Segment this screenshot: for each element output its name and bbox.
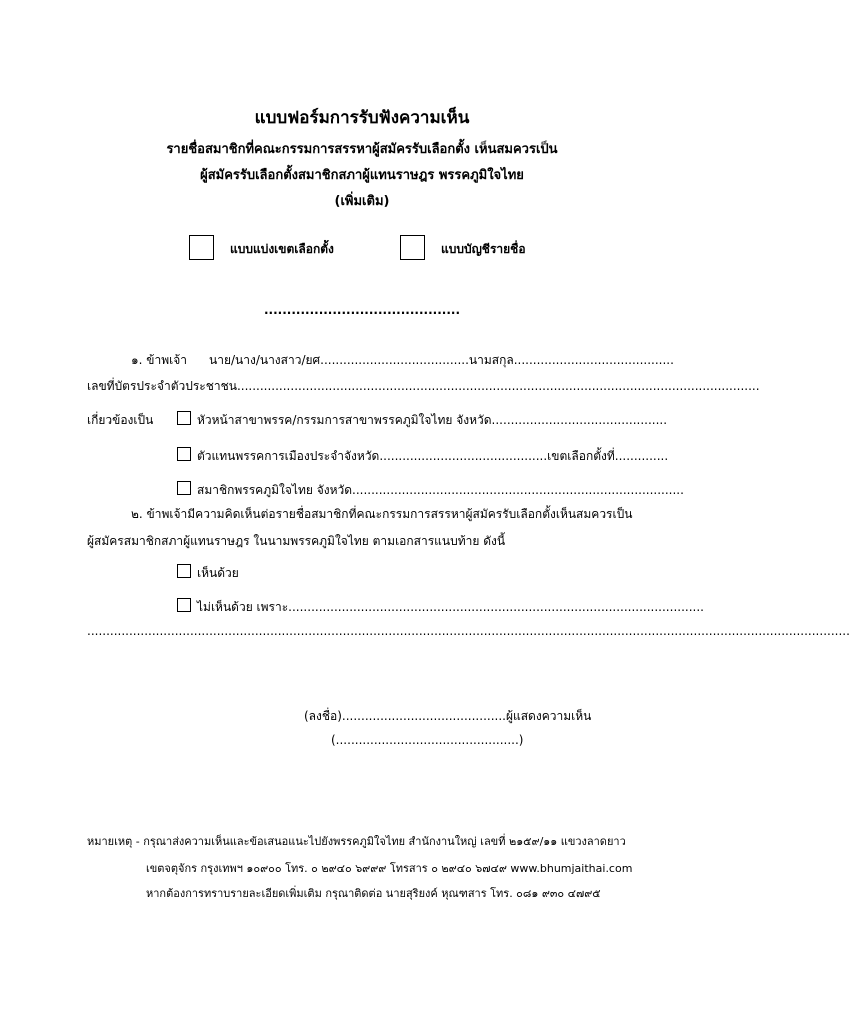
signature-field[interactable]: (ลงชื่อ)...........................................ผู้แสดงความเห็น — [304, 709, 592, 723]
form-title: แบบฟอร์มการรับฟังความเห็น — [254, 108, 470, 128]
section2-line-2: ผู้สมัครสมาชิกสภาผู้แทนราษฎร ในนามพรรคภูมิใจไทย ตามเอกสารแนบท้าย ดังนี้ — [87, 534, 506, 548]
party-list-type-checkbox[interactable] — [400, 235, 425, 260]
related-as-label: เกี่ยวข้องเป็น — [87, 413, 154, 427]
footnote-line-2: เขตจตุจักร กรุงเทพฯ ๑๐๙๐๐ โทร. ๐ ๒๙๔๐ ๖๙๙๙ โทรสาร ๐ ๒๙๔๐ ๖๗๔๙ www.bhumjaithai.com — [146, 862, 633, 875]
disagree-checkbox[interactable] — [177, 598, 191, 612]
party-member-label: สมาชิกพรรคภูมิใจไทย จังหวัด....................................................................................... — [197, 483, 684, 497]
agree-label: เห็นด้วย — [197, 566, 239, 580]
name-placeholder-separator: ........................................... — [263, 303, 461, 317]
footnote-line-1: หมายเหตุ - กรุณาส่งความเห็นและข้อเสนอแนะไปยังพรรคภูมิใจไทย สำนักงานใหญ่ เลขที่ ๒๑๕๙/๑๑ แขวงลาดยาว — [87, 835, 626, 848]
province-representative-label: ตัวแทนพรรคการเมืองประจำจังหวัด............................................เขตเลือกตั้งที่.............. — [197, 449, 669, 463]
footnote-line-3: หากต้องการทราบรายละเอียดเพิ่มเติม กรุณาติดต่อ นายสุริยงค์ หุณฑสาร โทร. ๐๘๑ ๙๓๐ ๔๗๙๕ — [146, 887, 601, 900]
id-card-field[interactable]: เลขที่บัตรประจำตัวประชาชน......................................................................................................................................... — [87, 379, 760, 393]
section1-number: ๑. ข้าพเจ้า — [131, 353, 187, 367]
party-list-type-label: แบบบัญชีรายชื่อ — [441, 242, 526, 256]
agree-checkbox[interactable] — [177, 564, 191, 578]
printed-name-field[interactable]: (................................................) — [331, 733, 524, 747]
name-field[interactable]: นาย/นาง/นางสาว/ยศ.......................................นามสกุล.......................................... — [209, 353, 674, 367]
constituency-type-checkbox[interactable] — [189, 235, 214, 260]
branch-head-checkbox[interactable] — [177, 411, 191, 425]
subtitle-line-1: รายชื่อสมาชิกที่คณะกรรมการสรรหาผู้สมัครรับเลือกตั้ง เห็นสมควรเป็น — [166, 142, 558, 157]
province-representative-checkbox[interactable] — [177, 447, 191, 461]
disagree-reason-field[interactable]: ไม่เห็นด้วย เพราะ............................................................................................................. — [197, 600, 704, 614]
party-member-checkbox[interactable] — [177, 481, 191, 495]
branch-head-label: หัวหน้าสาขาพรรค/กรรมการสาขาพรรคภูมิใจไทย จังหวัด.............................................. — [197, 413, 668, 427]
subtitle-line-2: ผู้สมัครรับเลือกตั้งสมาชิกสภาผู้แทนราษฎร พรรคภูมิใจไทย — [200, 168, 524, 183]
subtitle-line-3: (เพิ่มเติม) — [334, 194, 390, 209]
reason-continuation-field[interactable]: ........................................................................................................................................................................................................ — [87, 624, 850, 638]
constituency-type-label: แบบแบ่งเขตเลือกตั้ง — [230, 242, 334, 256]
section2-line-1: ๒. ข้าพเจ้ามีความคิดเห็นต่อรายชื่อสมาชิกที่คณะกรรมการสรรหาผู้สมัครรับเลือกตั้งเห็นสมควรเป็น — [131, 507, 633, 521]
